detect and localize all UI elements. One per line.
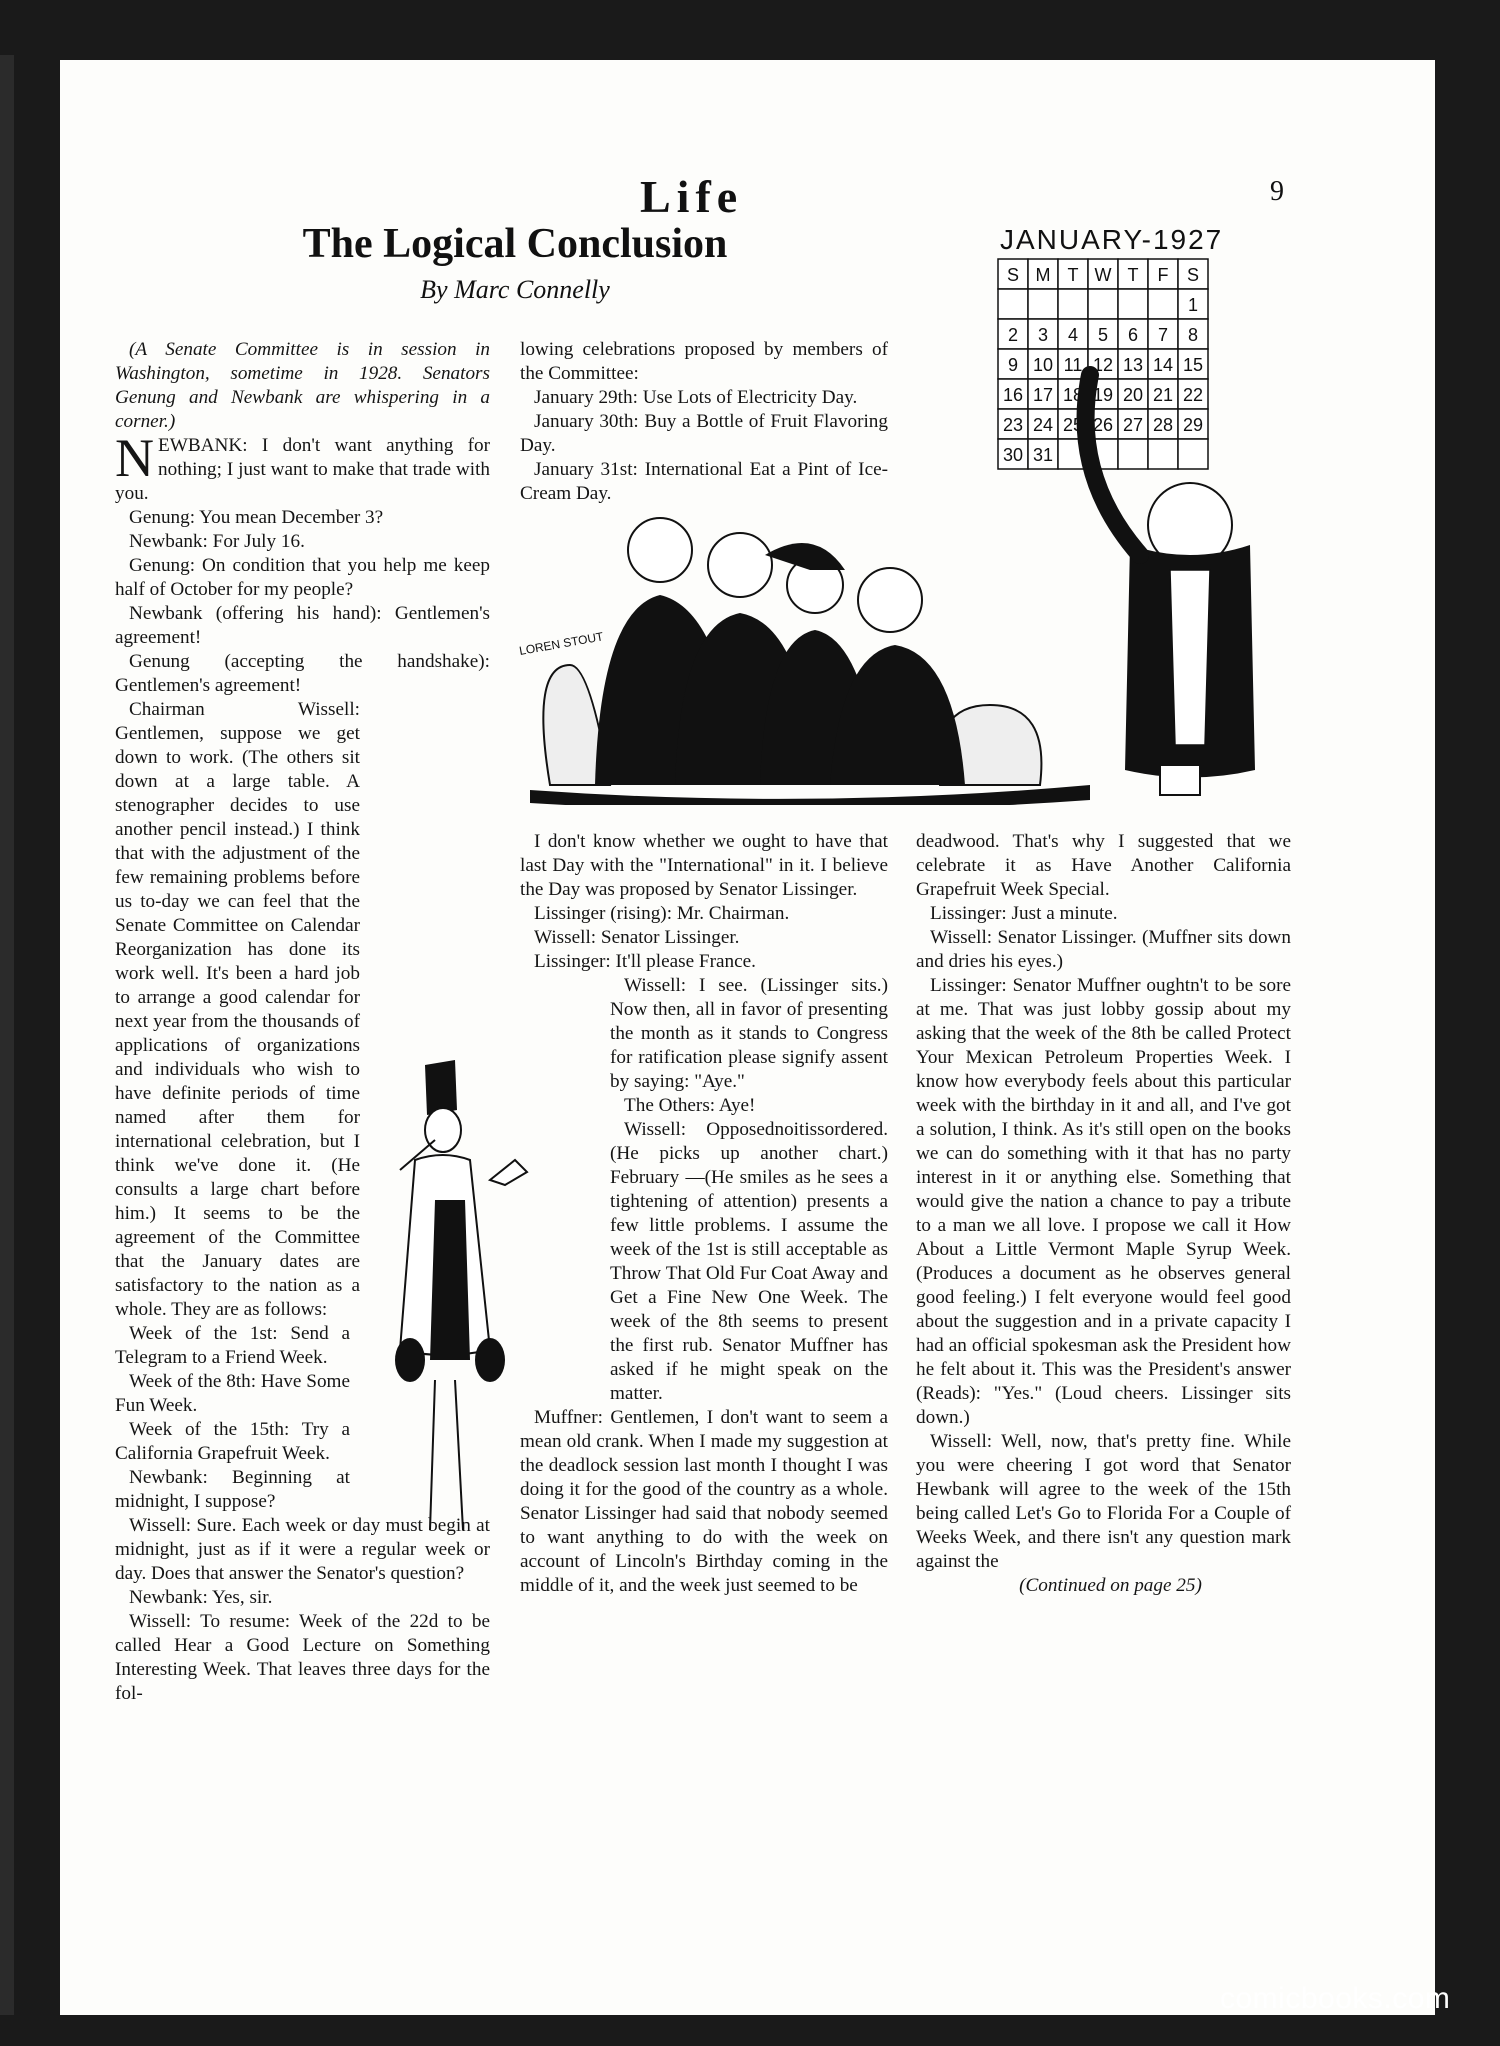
dress — [430, 1200, 470, 1360]
calendar-cell — [1058, 289, 1088, 319]
paragraph: Wissell: Senator Lissinger. (Muffner sits down and dries his eyes.) — [916, 927, 1291, 972]
paragraph: Genung: You mean December 3? — [129, 507, 384, 528]
calendar-date: 11 — [1063, 355, 1083, 375]
svg-text:LOREN STOUT: LOREN STOUT — [518, 629, 605, 658]
table-edge — [530, 785, 1090, 805]
calendar-date: 30 — [1002, 445, 1024, 465]
calendar-date: 29 — [1182, 415, 1204, 435]
book-icon — [490, 1160, 527, 1185]
calendar-cell — [1148, 289, 1178, 319]
paragraph: Lissinger: Just a minute. — [930, 903, 1118, 924]
committee-illustration — [510, 225, 1310, 805]
paragraph: January 29th: Use Lots of Electricity Day. — [534, 387, 858, 408]
paragraph: Newbank: Yes, sir. — [129, 1587, 273, 1608]
calendar-cell — [998, 289, 1028, 319]
article-title: The Logical Conclusion — [302, 221, 728, 267]
calendar-cell — [1028, 289, 1058, 319]
column-2-bottom — [520, 830, 888, 1598]
paragraph — [115, 428, 490, 506]
page-spine-shadow — [0, 55, 14, 2015]
paragraph: January 31st: International Eat a Pint of Ice-Cream Day. — [520, 459, 888, 504]
calendar-day-header: W — [1094, 265, 1112, 285]
calendar-date: 9 — [1007, 355, 1019, 375]
calendar-day-header: F — [1157, 265, 1169, 285]
calendar-date: 22 — [1182, 385, 1204, 405]
face — [425, 1108, 461, 1152]
page-number: 9 — [1270, 176, 1284, 207]
paragraph: Genung: On condition that you help me keep half of October for my people? — [115, 555, 490, 600]
paragraph: The Others: Aye! — [624, 1095, 756, 1116]
calendar-date: 25 — [1062, 415, 1084, 435]
fur-trim — [475, 1338, 505, 1382]
cloche-hat — [425, 1060, 457, 1115]
flapper-illustration — [395, 1060, 530, 1570]
calendar-date: 20 — [1122, 385, 1144, 405]
calendar-date: 17 — [1032, 385, 1054, 405]
paragraph: Week of the 1st: Send a Telegram to a Friend Week. — [115, 1323, 350, 1368]
calendar-date: 7 — [1157, 325, 1169, 345]
calendar-cell — [1088, 289, 1118, 319]
paragraph: Wissell: Senator Lissinger. — [534, 927, 740, 948]
calendar-date: 14 — [1152, 355, 1174, 375]
calendar-date: 1 — [1187, 295, 1199, 315]
paragraph: Newbank (offering his hand): Gentlemen's agreement! — [115, 603, 490, 648]
calendar-date: 4 — [1067, 325, 1079, 345]
paragraph: Genung (accepting the handshake): Gentlemen's agreement! — [115, 651, 490, 696]
calendar-cell — [1118, 439, 1148, 469]
paragraph: Chairman Wissell: Gentlemen, suppose we get down to work. (The others sit down at a large table. A stenographer decides to use another pencil instead.) I think that with the adjustment of the few remaining problems before us to-day we can feel that the Senate Committee on Calendar Reorganization has done its work well. It's been a hard job to arrange a good calendar for next year from the thousands of applications of organizations and individuals who wish to have definite periods of time named after them for international celebration, but I think we've done it. (He consults a large chart before him.) It seems to be the agreement of the Committee that the January dates are satisfactory to the nation as a whole. They are as follows: — [115, 699, 360, 1320]
paragraph: I don't know whether we ought to have that last Day with the "International" in it. I believe the Day was proposed by Senator Lissinger. — [520, 831, 888, 900]
calendar-date: 5 — [1097, 325, 1109, 345]
calendar-date: 3 — [1037, 325, 1049, 345]
calendar-date: 26 — [1092, 415, 1114, 435]
paragraph: Week of the 15th: Try a California Grapefruit Week. — [115, 1419, 350, 1464]
calendar-cell — [1178, 439, 1208, 469]
column-3 — [916, 830, 1291, 1598]
calendar-date: 24 — [1032, 415, 1054, 435]
calendar-chart — [998, 225, 1223, 469]
calendar-day-header: T — [1067, 265, 1079, 285]
svg-text:JANUARY-1927: JANUARY-1927 — [1000, 225, 1224, 255]
paragraph: January 30th: Buy a Bottle of Fruit Flavoring Day. — [520, 411, 888, 456]
calendar-date: 10 — [1032, 355, 1054, 375]
stage-direction: (A Senate Committee is in session in Washington, sometime in 1928. Senators Genung and Newbank are whispering in a corner.) — [115, 339, 490, 432]
calendar-day-header: S — [1006, 265, 1020, 285]
calendar-date: 12 — [1092, 355, 1114, 375]
article-byline: By Marc Connelly — [420, 275, 610, 304]
calendar-date: 21 — [1152, 385, 1174, 405]
paragraph: Week of the 8th: Have Some Fun Week. — [115, 1371, 350, 1416]
watermark: comicbooks.com — [1220, 1982, 1451, 2015]
paragraph: Wissell: Well, now, that's pretty fine. While you were cheering I got word that Senator Hewbank will agree to the week of the 15th being called Let's Go to Florida For a Couple of Weeks Week, and there isn't any question mark against the — [916, 1431, 1291, 1572]
legs — [430, 1380, 463, 1530]
calendar-cell — [1118, 289, 1148, 319]
paragraph: Lissinger: Senator Muffner oughtn't to be sore at me. That was just lobby gossip about my asking that the week of the 8th be called Protect Your Mexican Petroleum Properties Week. I know how everybody feels about this particular week with the birthday in it and all, and I've got a solution, I think. As it's still open on the books we can do something with it that has no party interest in it or anything else. Something that would give the nation a chance to pay a tribute to a man we all love. I propose we call it How About a Little Vermont Maple Syrup Week. (Produces a document as he observes general good feeling.) I felt everyone would feel good about the suggestion and in a private capacity I had an official spokesman ask the President how he felt about it. This was the President's answer (Reads): "Yes." (Loud cheers. Lissinger sits down.) — [916, 975, 1291, 1428]
continued-note: (Continued on page 25) — [1019, 1575, 1202, 1596]
fur-trim — [395, 1338, 425, 1382]
calendar-date: 19 — [1092, 385, 1114, 405]
calendar-date: 18 — [1062, 385, 1084, 405]
calendar-date: 23 — [1002, 415, 1024, 435]
calendar-date: 6 — [1127, 325, 1139, 345]
paragraph: Newbank: For July 16. — [129, 531, 305, 552]
calendar-date: 13 — [1122, 355, 1144, 375]
paragraph: deadwood. That's why I suggested that we celebrate it as Have Another California Grapefruit Week Special. — [916, 831, 1291, 900]
paragraph: Muffner: Gentlemen, I don't want to seem a mean old crank. When I made my suggestion at the deadlock session last month I thought I was doing it for the good of the country as a whole. Senator Lissinger had said that nobody seemed to want anything to do with the week on account of Lincoln's Birthday coming in the middle of it, and the week just seemed to be — [520, 1407, 888, 1596]
paragraph-text: EWBANK: I don't want anything for nothing; I just want to make that trade with you. — [115, 435, 490, 504]
calendar-date: 15 — [1182, 355, 1204, 375]
calendar-day-header: S — [1186, 265, 1200, 285]
paragraph: Lissinger (rising): Mr. Chairman. — [534, 903, 790, 924]
calendar-date: 27 — [1122, 415, 1144, 435]
masthead: Life — [640, 171, 744, 222]
calendar-day-header: M — [1035, 265, 1051, 285]
calendar-date: 16 — [1002, 385, 1024, 405]
paragraph: lowing celebrations proposed by members of the Committee: — [520, 339, 888, 384]
calendar-cell — [1148, 439, 1178, 469]
paragraph: Wissell: To resume: Week of the 22d to be called Hear a Good Lecture on Something Interesting Week. That leaves three days for the fol- — [115, 1611, 490, 1704]
paragraph: Wissell: I see. (Lissinger sits.) Now then, all in favor of presenting the month as it stands to Congress for ratification please signify assent by saying: "Aye." — [610, 975, 888, 1092]
paragraph: Lissinger: It'll please France. — [534, 951, 756, 972]
paragraph: Wissell: Sure. Each week or day must begin at midnight, just as if it were a regular week or day. Does that answer the Senator's question? — [115, 1515, 490, 1584]
calendar-date: 28 — [1152, 415, 1174, 435]
calendar-day-header: T — [1127, 265, 1139, 285]
calendar-date: 2 — [1007, 325, 1019, 345]
paragraph: Wissell: Opposednoitissordered. (He picks up another chart.) February —(He smiles as he sees a tightening of attention) presents a few little problems. I assume the week of the 1st is still acceptable as Throw That Old Fur Coat Away and Get a Fine New One Week. The week of the 8th seems to present the first rub. Senator Muffner has asked if he might speak on the matter. — [610, 1119, 888, 1404]
calendar-date: 8 — [1187, 325, 1199, 345]
paragraph: Newbank: Beginning at midnight, I suppose? — [115, 1467, 350, 1512]
calendar-date: 31 — [1032, 445, 1054, 465]
drop-cap: N — [115, 428, 154, 488]
